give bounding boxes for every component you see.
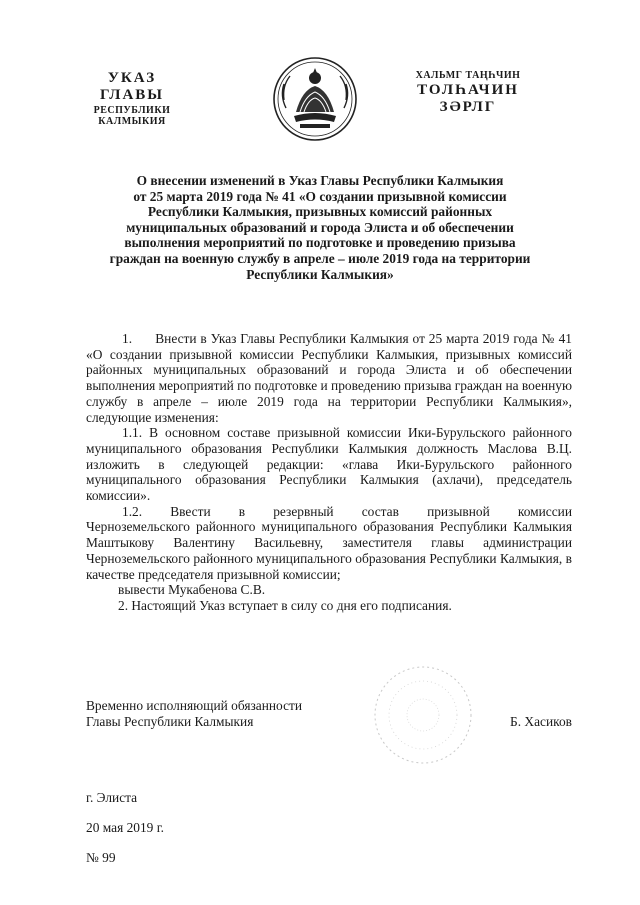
title-line: муниципальных образований и города Элиста и об обеспечении	[126, 219, 514, 235]
signer-name: Б. Хасиков	[510, 714, 572, 729]
signer-position-line2: Главы Республики Калмыкия	[86, 714, 254, 729]
title-line: Республики Калмыкия»	[246, 266, 394, 282]
document-footer	[86, 790, 164, 880]
paragraph-remove: вывести Мукабенова С.В.	[118, 582, 266, 598]
document-number: № 99	[86, 850, 116, 865]
header-right-line2: ТОЛҺАЧИН	[417, 82, 519, 98]
document-header	[0, 58, 640, 148]
paragraph-1: 1. Внести в Указ Главы Республики Калмыкия от 25 марта 2019 года № 41 «О создании призывной комиссии Республики Калмыкия, призывных комиссий районных муниципальных образований и города Элиста и об обеспечении выполнения мероприятий по подготовке и проведению призыва граждан на военную службу в апреле – июле 2019 года на территории Республики Калмыкия», следующие изменения:	[86, 331, 576, 425]
header-right-line1: ХАЛЬМГ ТАҢҺЧИН	[415, 70, 521, 81]
header-right-line3: ЗӘРЛГ	[439, 99, 497, 115]
document-body	[86, 331, 576, 614]
issue-date: 20 мая 2019 г.	[86, 820, 165, 835]
title-line: от 25 марта 2019 года № 41 «О создании призывной комиссии	[133, 188, 507, 204]
signer-position-line1: Временно исполняющий обязанности	[86, 698, 303, 713]
header-right-block	[398, 70, 538, 116]
title-line: Республики Калмыкия, призывных комиссий районных	[147, 204, 493, 220]
document-title	[80, 173, 560, 282]
header-left-block	[62, 70, 202, 127]
kalmykia-coat-of-arms-icon	[272, 56, 358, 142]
title-line: граждан на военную службу в апреле – июле 2019 года на территории	[109, 250, 531, 266]
header-left-line3: РЕСПУБЛИКИ КАЛМЫКИЯ	[93, 105, 171, 127]
title-line: выполнения мероприятий по подготовке и проведению призыва	[124, 235, 516, 251]
paragraph-2: 2. Настоящий Указ вступает в силу со дня его подписания.	[118, 597, 452, 613]
signature-block	[86, 698, 572, 730]
title-line: О внесении изменений в Указ Главы Республики Калмыкия	[136, 173, 504, 188]
issue-city: г. Элиста	[86, 790, 138, 805]
header-left-line2: ГЛАВЫ	[99, 87, 165, 103]
paragraph-1-2: 1.2. Ввести в резервный состав призывной комиссии Черноземельского районного муниципального образования Республики Калмыкия Маштыкову Валентину Васильевну, заместителя главы администрации Черноземельского районного муниципального образования Республики Калмыкия, в качестве председателя призывной комиссии;	[86, 503, 576, 582]
header-left-line1: УКАЗ	[107, 70, 157, 86]
paragraph-1-1: 1.1. В основном составе призывной комиссии Ики-Бурульского районного муниципального образования Республики Калмыкия должность Маслова В.Ц. изложить в следующей редакции: «глава Ики-Бурульского районного муниципального образования Республики Калмыкия (ахлачи), председатель комиссии».	[86, 425, 572, 504]
